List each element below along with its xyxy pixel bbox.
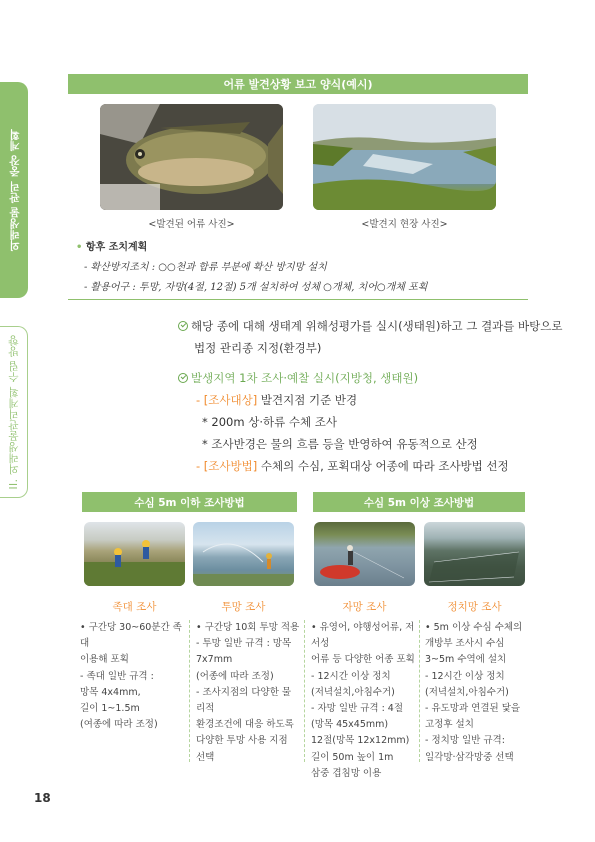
detail-line: (저녁설치,아침수거) — [425, 686, 509, 698]
survey-target-label: - [조사대상] — [196, 393, 258, 407]
fish-photo-caption: <발견된 어류 사진> — [148, 219, 235, 230]
survey-target-text: 발견지점 기준 반경 — [257, 393, 358, 407]
detail-line: 길이 1~1.5m — [80, 703, 140, 715]
detail-line: 7x7mm — [196, 654, 233, 666]
detail-line: 개방부 조사시 수심 — [425, 638, 505, 650]
detail-line: (저녁설치,아침수거) — [311, 686, 395, 698]
detail-line: • 5m 이상 수심 수체의 — [425, 622, 523, 633]
check-circle-icon — [178, 321, 188, 331]
method-header-shallow: 수심 5m 이하 조사방법 — [82, 492, 297, 512]
detail-line: - 유도망과 연결된 닻을 — [425, 703, 521, 715]
side-tab-inactive[interactable] — [0, 326, 28, 498]
plan-line-spread-prevention: - 확산방지조치 : ○○천과 합류 부분에 확산 방지망 설치 — [84, 262, 327, 273]
column-divider — [419, 620, 420, 762]
site-photo — [313, 104, 496, 210]
detail-line: (망목 45x45mm) — [311, 719, 389, 731]
detail-line: - 투망 일반 규격 : 망목 — [196, 638, 292, 650]
side-tab-inactive-label: II. 외래생물관리계획 수립 방향 — [8, 334, 20, 490]
set-net-photo — [424, 522, 525, 586]
column-divider — [304, 620, 305, 762]
survey-radius-note-b: * 조사반경은 물의 흐름 등을 반영하여 유동적으로 산정 — [202, 437, 478, 451]
method-details-cast-net — [196, 620, 300, 766]
detail-line: 일각망·삼각망중 선택 — [425, 751, 514, 763]
column-divider — [189, 620, 190, 762]
detail-line: • 유영어, 야행성어류, 저서성 — [311, 622, 415, 650]
survey-method-text: 수체의 수심, 포획대상 어종에 따라 조사방법 선정 — [257, 459, 509, 473]
method-title-set-net: 정치망 조사 — [447, 601, 502, 613]
method-details-scoop-net — [80, 620, 184, 733]
cast-net-illustration — [193, 522, 294, 586]
detail-line: • 구간당 10회 투망 적용 — [196, 622, 300, 633]
fish-illustration — [100, 104, 283, 210]
detail-line: 삼중 겹침망 이용 — [311, 767, 382, 779]
plan-title-text: 항후 조치계획 — [85, 242, 148, 253]
check-circle-icon — [178, 373, 188, 383]
gill-net-photo — [314, 522, 415, 586]
survey-target-line — [196, 390, 357, 410]
example-header: 어류 발견상황 보고 양식(예시) — [68, 74, 528, 94]
method-title-scoop-net: 족대 조사 — [112, 601, 157, 613]
detail-line: 선택 — [196, 751, 215, 763]
detail-line: 망목 4x4mm, — [80, 686, 141, 698]
fish-photo — [100, 104, 283, 210]
p2-title: 발생지역 1차 조사·예찰 실시(지방청, 생태원) — [191, 371, 419, 385]
detail-line: - 12시간 이상 정치 — [425, 670, 505, 682]
method-details-gill-net — [311, 620, 415, 782]
detail-line: 길이 50m 높이 1m — [311, 751, 394, 763]
detail-line: - 조사지점의 다양한 물리적 — [196, 686, 292, 715]
p1-line2: 법정 관리종 지정(환경부) — [194, 341, 322, 355]
scoop-net-photo — [84, 522, 185, 586]
site-photo-caption: <발견지 현장 사진> — [361, 219, 448, 230]
bullet-dot-icon: • — [76, 242, 83, 253]
side-tab-active[interactable] — [0, 82, 28, 298]
paragraph-first-survey — [178, 368, 418, 388]
detail-line: - 12시간 이상 정치 — [311, 670, 391, 682]
page-number: 18 — [34, 791, 51, 805]
detail-line: • 구간당 30~60분간 족대 — [80, 622, 182, 650]
detail-line: (여종에 따라 조정) — [80, 719, 158, 731]
detail-line: - 족대 일반 규격 : — [80, 670, 154, 682]
paragraph-risk-assessment — [178, 316, 562, 336]
detail-line: 이용해 포획 — [80, 654, 129, 666]
gill-net-illustration — [314, 522, 415, 586]
method-header-deep: 수심 5m 이상 조사방법 — [313, 492, 525, 512]
detail-line: - 자망 일반 규격 : 4절 — [311, 703, 404, 715]
detail-line: 환경조건에 대응 하도록 — [196, 719, 294, 731]
detail-line: 어류 등 다양한 어종 포획 — [311, 654, 415, 666]
plan-line-fishing-gear: - 활용어구 : 투망, 자망(4절, 12절) 5개 설치하여 성체 ○개체, 치어○개체 포획 — [84, 282, 428, 293]
method-title-gill-net: 자망 조사 — [342, 601, 387, 613]
survey-method-label: - [조사방법] — [196, 459, 258, 473]
survey-method-line — [196, 456, 509, 476]
detail-line: 3~5m 수역에 설치 — [425, 654, 507, 666]
plan-title — [76, 238, 147, 253]
detail-line: 다양한 투망 사용 지점 — [196, 735, 288, 747]
example-box — [68, 94, 528, 300]
survey-radius-note-a: * 200m 상·하류 수체 조사 — [202, 415, 337, 429]
river-illustration — [313, 104, 496, 210]
detail-line: (어종에 따라 조정) — [196, 670, 274, 682]
detail-line: 고정후 설치 — [425, 719, 474, 731]
method-details-set-net — [425, 620, 529, 766]
method-title-cast-net: 투망 조사 — [221, 601, 266, 613]
cast-net-photo — [193, 522, 294, 586]
detail-line: - 정치망 일반 규격: — [425, 735, 505, 747]
p1-line1: 해당 종에 대해 생태계 위해성평가를 실시(생태원)하고 그 결과를 바탕으로 — [191, 319, 563, 333]
side-tab-active-label: 외래생물 관리 중장 계획 — [8, 128, 21, 252]
detail-line: 12절(망목 12x12mm) — [311, 735, 410, 747]
set-net-illustration — [424, 522, 525, 586]
scoop-net-illustration — [84, 522, 185, 586]
